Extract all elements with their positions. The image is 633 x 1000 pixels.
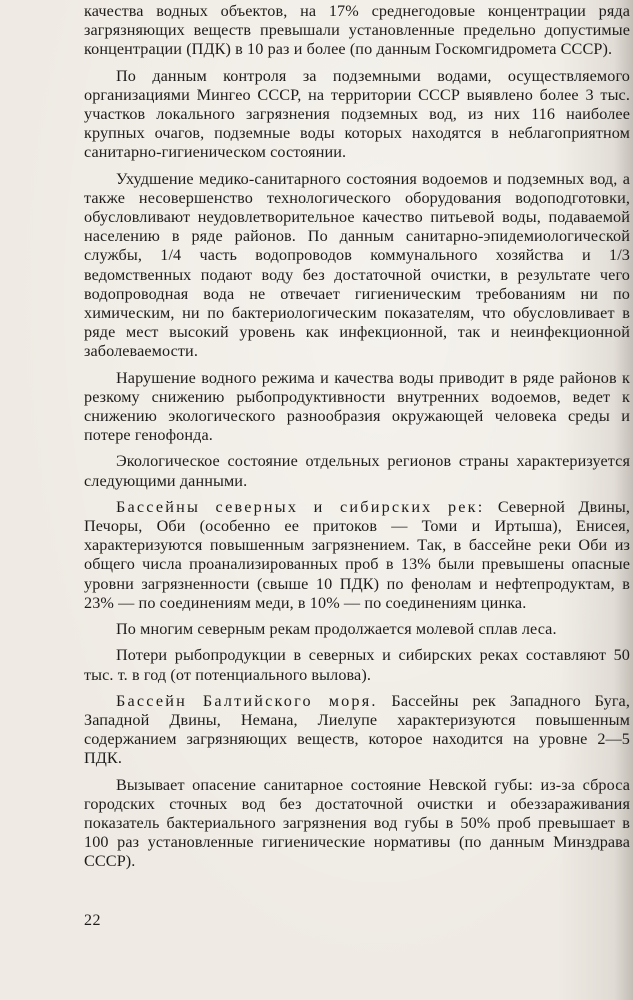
- section-lead-baltic-sea: Бассейн Балтийского моря.: [116, 691, 378, 710]
- paragraph-baltic-basin: Бассейн Балтийского моря. Бассейны рек Западного Буга, Западной Двины, Немана, Лиелупе характеризуются повышенным содержанием загрязняющих веществ, которое находится на уровне 2—5 ПДК.: [84, 691, 630, 768]
- paragraph-drinking-water: Ухудшение медико-санитарного состояния водоемов и подземных вод, а также несовершенство технологического оборудования водоподготовки, обусловливают неудовлетворительное качество питьевой воды, подаваемой населению в ряде районов. По данным санитарно-эпидемиологической службы, 1/4 часть водопроводов коммунального хозяйства и 1/3 ведомственных подают воду без достаточной очистки, в результате чего водопроводная вода не отвечает гигиеническим требованиям ни по химическим, ни по бактериологическим показателям, что обусловливает в ряде мест высокий уровень как инфекционной, так и неинфекционной заболеваемости.: [84, 169, 630, 361]
- section-lead-northern-rivers: Бассейны северных и сибирских рек:: [116, 497, 485, 516]
- page-number: 22: [84, 912, 101, 929]
- paragraph-water-quality: качества водных объектов, на 17% среднегодовые концентрации ряда загрязняющих веществ превышали установленные предельно допустимые концентрации (ПДК) в 10 раз и более (по данным Госкомгидромета СССР).: [84, 2, 630, 59]
- page-body-text: [84, 2, 630, 879]
- paragraph-neva-bay: Вызывает опасение санитарное состояние Невской губы: из-за сброса городских сточных вод без достаточной очистки и обеззараживания показатель бактериального загрязнения вод губы в 50% проб превышает в 100 раз установленные гигиенические нормативы (по данным Минздрава СССР).: [84, 775, 630, 871]
- paragraph-groundwater: По данным контроля за подземными водами, осуществляемого организациями Мингео СССР, на территории СССР выявлено более 3 тыс. участков локального загрязнения подземных вод, из них 116 наиболее крупных очагов, подземные воды которых находятся в неблагоприятном санитарно-гигиеническом состоянии.: [84, 66, 630, 162]
- paragraph-fish-losses: Потери рыбопродукции в северных и сибирских реках составляют 50 тыс. т. в год (от потенциального вылова).: [84, 646, 630, 684]
- paragraph-northern-rivers: Бассейны северных и сибирских рек: Северной Двины, Печоры, Оби (особенно ее притоков — Томи и Иртыша), Енисея, характеризуются повышенным загрязнением. Так, в бассейне реки Оби из общего числа проанализированных проб в 13% были превышены опасные уровни загрязненности (свыше 10 ПДК) по фенолам и нефтепродуктам, в 23% — по соединениям меди, в 10% — по соединениям цинка.: [84, 497, 630, 612]
- paragraph-water-regime: Нарушение водного режима и качества воды приводит в ряде районов к резкому снижению рыбопродуктивности внутренних водоемов, ведет к снижению экологического разнообразия окружающей человека среды и потере генофонда.: [84, 368, 630, 445]
- paragraph-timber-rafting: По многим северным рекам продолжается молевой сплав леса.: [116, 620, 557, 639]
- paragraph-regions-intro: Экологическое состояние отдельных регионов страны характеризуется следующими данными.: [84, 452, 630, 490]
